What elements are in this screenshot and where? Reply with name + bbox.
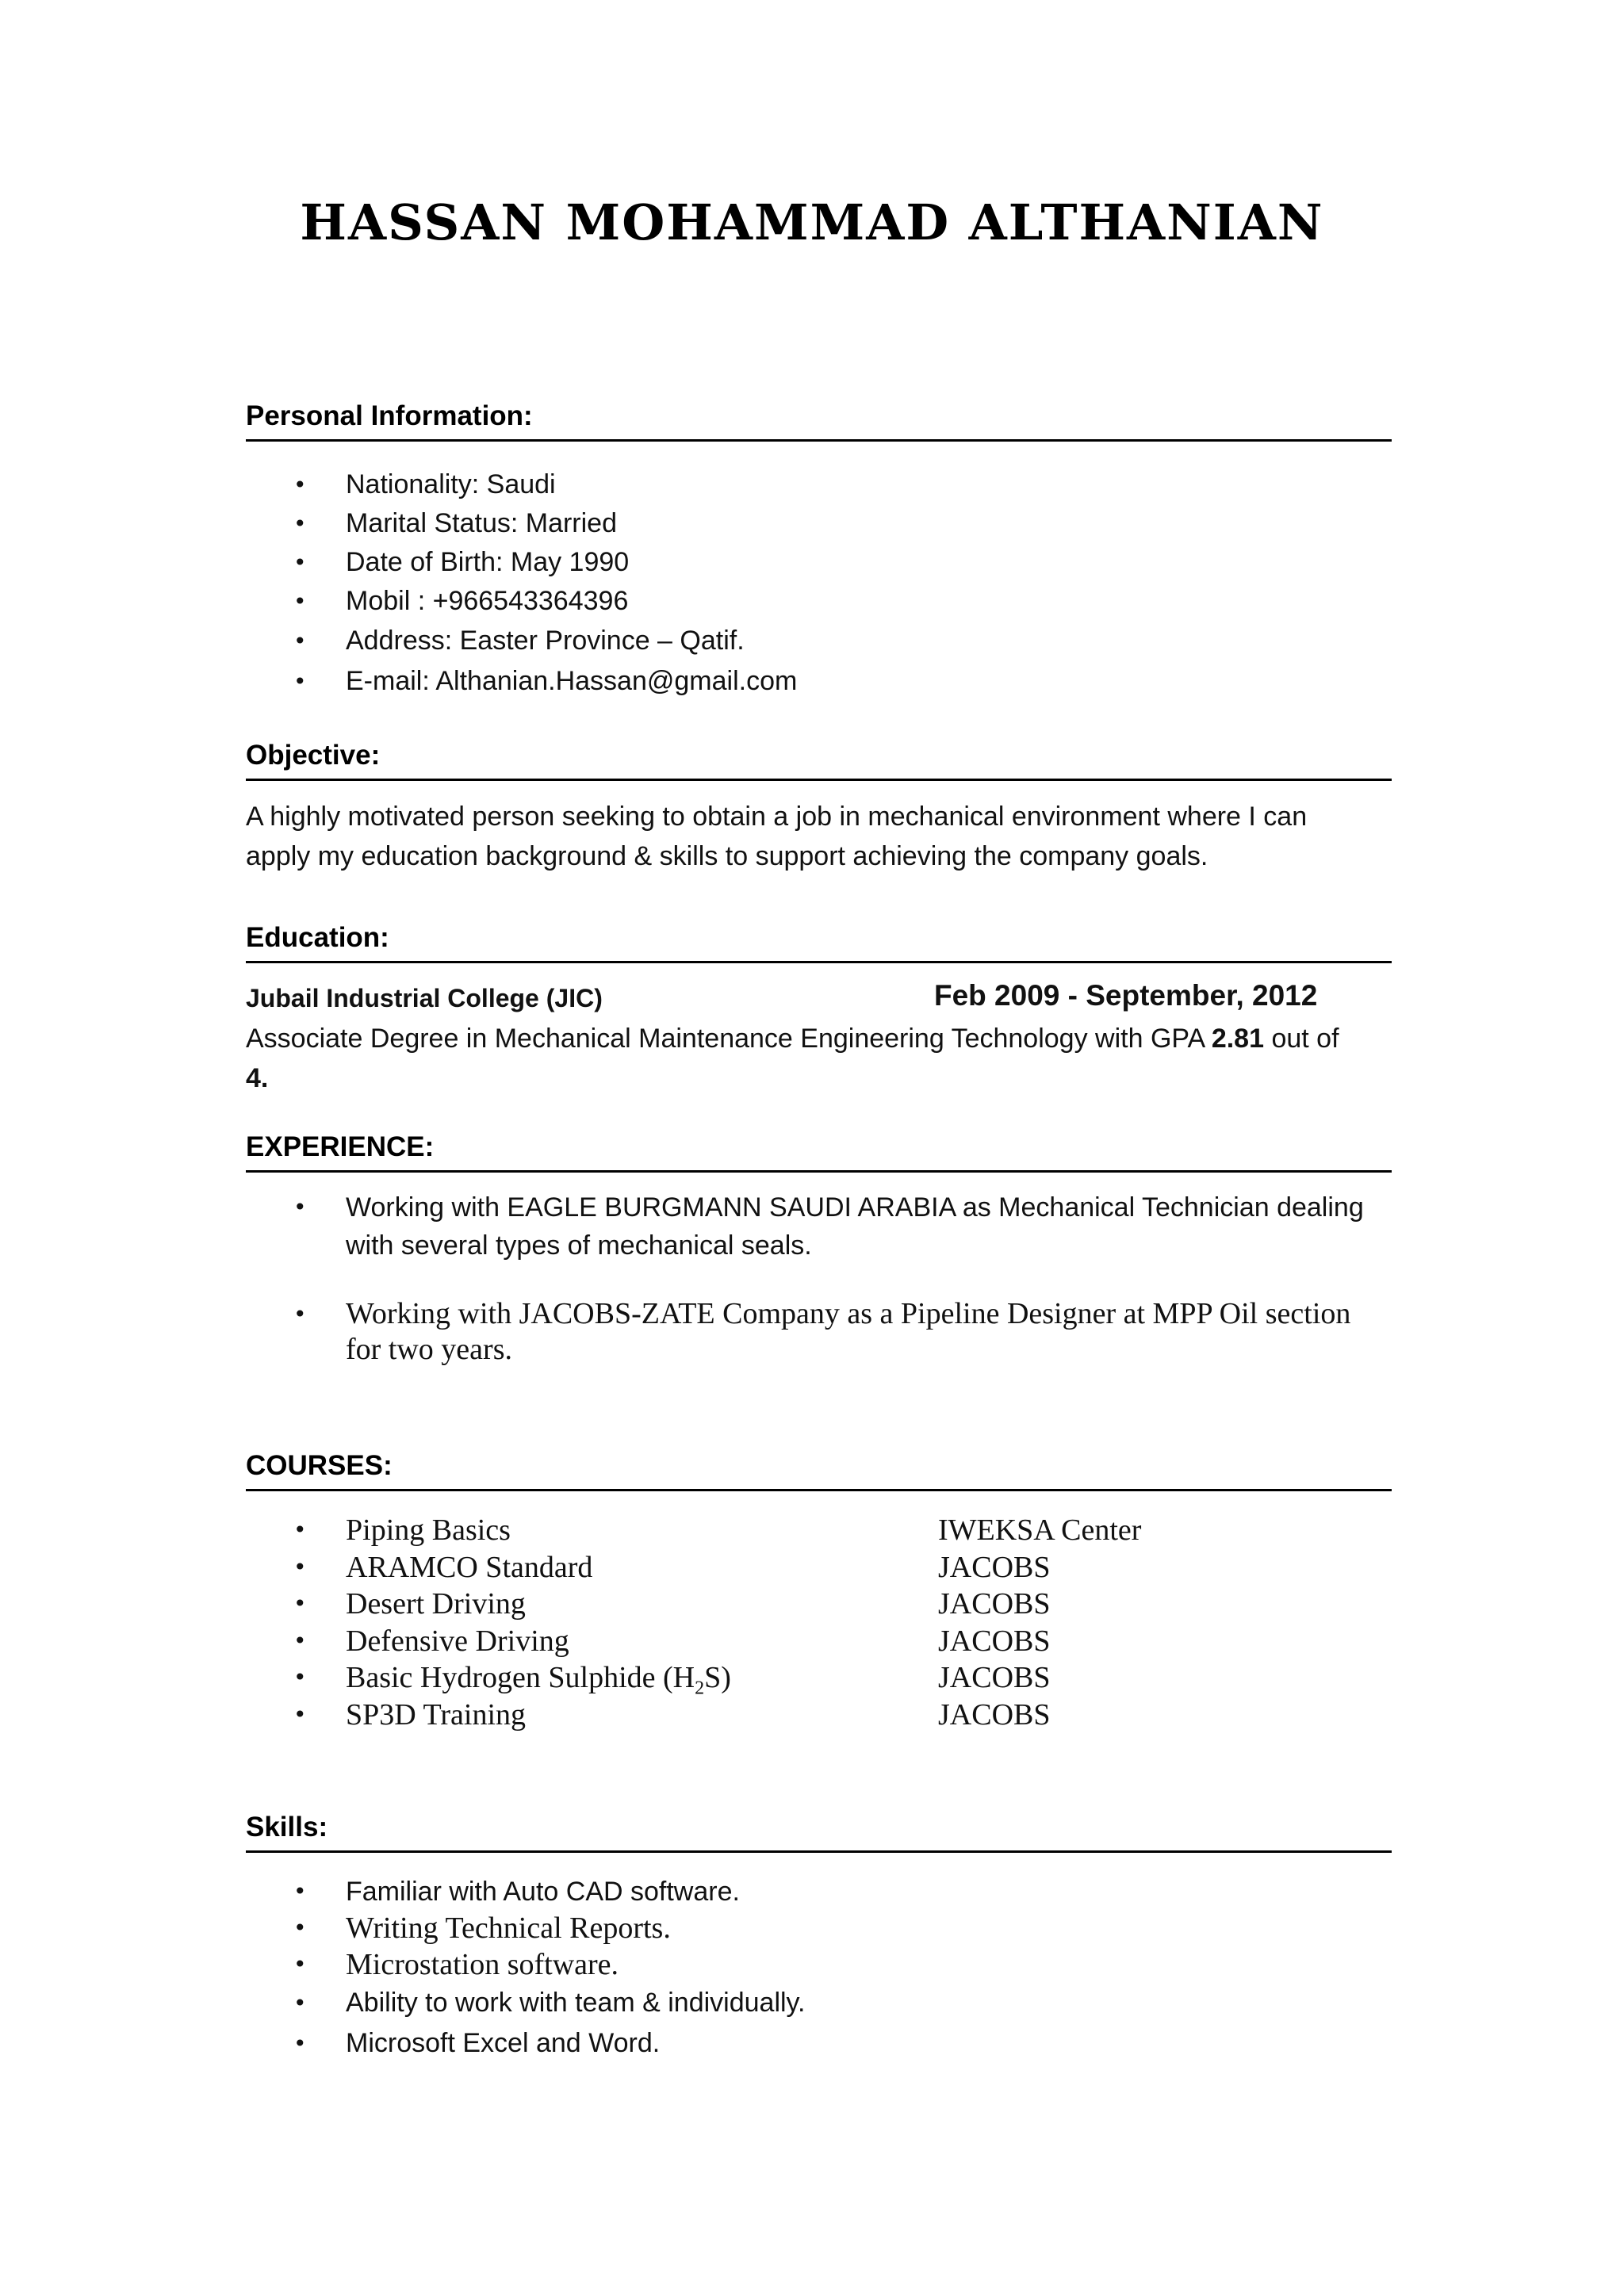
skills-section bbox=[246, 1809, 1392, 2064]
bullet-icon: • bbox=[293, 511, 307, 537]
objective-line: apply my education background & skills to support achieving the company goals. bbox=[246, 841, 1208, 871]
bullet-icon: • bbox=[293, 1990, 307, 2016]
list-item bbox=[246, 582, 1392, 621]
experience-list bbox=[246, 1188, 1392, 1368]
education-section bbox=[246, 920, 1392, 1098]
list-item bbox=[246, 621, 1392, 661]
bullet-icon: • bbox=[293, 1627, 307, 1654]
experience-heading: EXPERIENCE: bbox=[246, 1129, 1392, 1173]
experience-line: with several types of mechanical seals. bbox=[346, 1230, 812, 1261]
courses-heading: COURSES: bbox=[246, 1448, 1392, 1491]
bullet-icon: • bbox=[293, 1701, 307, 1728]
bullet-icon: • bbox=[293, 1194, 307, 1220]
bullet-icon: • bbox=[293, 549, 307, 576]
skill-item: Microstation software. bbox=[346, 1948, 619, 1981]
marital-status: Marital Status: Married bbox=[346, 508, 617, 538]
mobile-number: Mobil : +966543364396 bbox=[346, 586, 629, 616]
list-item bbox=[246, 661, 1392, 702]
course-name: SP3D Training bbox=[346, 1697, 527, 1732]
course-name: Defensive Driving bbox=[346, 1624, 569, 1658]
course-provider: JACOBS bbox=[938, 1550, 1051, 1584]
date-of-birth: Date of Birth: May 1990 bbox=[346, 547, 630, 577]
bullet-icon: • bbox=[293, 668, 307, 695]
list-item bbox=[246, 1296, 1392, 1368]
bullet-icon: • bbox=[293, 1951, 307, 1977]
personal-information-heading: Personal Information: bbox=[246, 398, 1392, 442]
bullet-icon: • bbox=[293, 1878, 307, 1904]
course-provider: JACOBS bbox=[938, 1661, 1051, 1694]
courses-list bbox=[246, 1512, 1392, 1733]
objective-line: A highly motivated person seeking to obtain a job in mechanical environment where I can bbox=[246, 802, 1308, 832]
list-item bbox=[246, 1873, 1392, 1910]
list-item bbox=[246, 1659, 1392, 1697]
course-provider: JACOBS bbox=[938, 1697, 1051, 1732]
list-item bbox=[246, 1946, 1392, 1983]
bullet-icon: • bbox=[293, 1590, 307, 1617]
bullet-icon: • bbox=[293, 588, 307, 614]
list-item bbox=[246, 465, 1392, 504]
objective-heading: Objective: bbox=[246, 737, 1392, 781]
list-item bbox=[246, 543, 1392, 582]
education-heading: Education: bbox=[246, 920, 1392, 963]
course-name: ARAMCO Standard bbox=[346, 1550, 593, 1584]
list-item bbox=[246, 1983, 1392, 2023]
courses-section bbox=[246, 1448, 1392, 1733]
email-address: E-mail: Althanian.Hassan@gmail.com bbox=[346, 666, 798, 696]
objective-section bbox=[246, 737, 1392, 876]
list-item bbox=[246, 2023, 1392, 2064]
school-name: Jubail Industrial College (JIC) bbox=[246, 984, 603, 1012]
nationality: Nationality: Saudi bbox=[346, 469, 556, 499]
experience-line: Working with JACOBS-ZATE Company as a Pipeline Designer at MPP Oil section bbox=[346, 1297, 1351, 1330]
list-item bbox=[246, 504, 1392, 543]
skill-item: Ability to work with team & individually. bbox=[346, 1988, 806, 2018]
experience-section bbox=[246, 1129, 1392, 1368]
bullet-icon: • bbox=[293, 472, 307, 498]
skill-item: Familiar with Auto CAD software. bbox=[346, 1877, 740, 1907]
education-entry-header bbox=[246, 979, 1392, 1019]
bullet-icon: • bbox=[293, 1553, 307, 1580]
course-name: Desert Driving bbox=[346, 1587, 526, 1621]
course-name: Piping Basics bbox=[346, 1513, 511, 1547]
candidate-name: HASSAN MOHAMMAD ALTHANIAN bbox=[300, 193, 1324, 251]
degree-description bbox=[246, 1019, 1392, 1098]
course-name-prefix: Basic Hydrogen Sulphide (H bbox=[346, 1661, 695, 1694]
gpa-value: 2.81 bbox=[1211, 1024, 1264, 1054]
degree-text: Associate Degree in Mechanical Maintenance Engineering Technology with GPA bbox=[246, 1024, 1205, 1054]
list-item bbox=[246, 1586, 1392, 1623]
course-provider: IWEKSA Center bbox=[938, 1513, 1142, 1547]
subscript-two: 2 bbox=[695, 1678, 705, 1699]
objective-text bbox=[246, 797, 1392, 876]
course-name-suffix: S) bbox=[704, 1661, 731, 1694]
skills-list bbox=[246, 1873, 1392, 2064]
skill-item: Writing Technical Reports. bbox=[346, 1911, 671, 1945]
bullet-icon: • bbox=[293, 628, 307, 654]
gpa-scale: 4. bbox=[246, 1063, 269, 1093]
course-provider: JACOBS bbox=[938, 1624, 1051, 1658]
education-dates: Feb 2009 - September, 2012 bbox=[934, 979, 1318, 1012]
bullet-icon: • bbox=[293, 2030, 307, 2057]
bullet-icon: • bbox=[293, 1915, 307, 1941]
bullet-icon: • bbox=[293, 1301, 307, 1327]
course-provider: JACOBS bbox=[938, 1587, 1051, 1621]
personal-information-section bbox=[246, 398, 1392, 702]
list-item bbox=[246, 1549, 1392, 1586]
list-item bbox=[246, 1623, 1392, 1660]
skill-item: Microsoft Excel and Word. bbox=[346, 2028, 661, 2058]
list-item bbox=[246, 1697, 1392, 1734]
list-item bbox=[246, 1910, 1392, 1946]
gpa-out-of: out of bbox=[1271, 1024, 1339, 1054]
list-item bbox=[246, 1512, 1392, 1549]
address: Address: Easter Province – Qatif. bbox=[346, 626, 745, 656]
list-item bbox=[246, 1188, 1392, 1265]
bullet-icon: • bbox=[293, 1664, 307, 1690]
course-name bbox=[346, 1661, 731, 1699]
experience-line: Working with EAGLE BURGMANN SAUDI ARABIA as Mechanical Technician dealing bbox=[346, 1192, 1364, 1223]
bullet-icon: • bbox=[293, 1517, 307, 1543]
personal-information-list bbox=[246, 465, 1392, 702]
experience-line: for two years. bbox=[346, 1333, 512, 1366]
skills-heading: Skills: bbox=[246, 1809, 1392, 1853]
